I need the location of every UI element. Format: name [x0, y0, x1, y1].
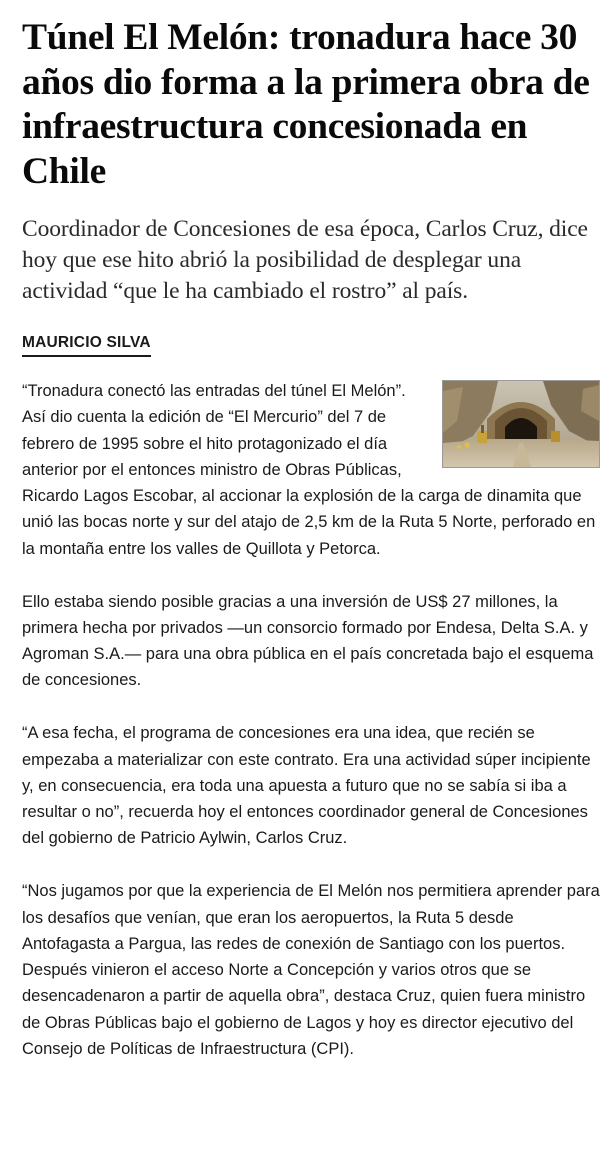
tunnel-construction-photo[interactable]	[442, 380, 600, 468]
paragraph-4: “Nos jugamos por que la experiencia de El Melón nos permitiera aprender para los desafíos que venían, que eran los aeropuertos, la Ruta 5 desde Antofagasta a Pargua, las redes de conexión de Santiago con los puertos. Después vinieron el acceso Norte a Concepción y varios otros que se desencadenaron a partir de aquella obra”, destaca Cruz, quien fuera ministro de Obras Públicas bajo el gobierno de Lagos y hoy es director ejecutivo del Consejo de Políticas de Infraestructura (CPI).	[22, 882, 600, 1059]
paragraph-3: “A esa fecha, el programa de concesiones era una idea, que recién se empezaba a materializar con este contrato. Era una actividad súper incipiente y, en consecuencia, era toda una apuesta a futuro que no se sabía si iba a resultar o no”, recuerda hoy el entonces coordinador general de Concesiones del gobierno de Patricio Aylwin, Carlos Cruz.	[22, 724, 591, 848]
article-headline: Túnel El Melón: tronadura hace 30 años dio forma a la primera obra de infraestructura concesionada en Chile	[22, 17, 590, 192]
author-byline[interactable]: MAURICIO SILVA	[22, 334, 151, 357]
paragraph-1: “Tronadura conectó las entradas del túnel El Melón”. Así dio cuenta la edición de “El Mercurio” del 7 de febrero de 1995 sobre el hito protagonizado el día anterior por el entonces ministro de Obras Públicas, Ricardo Lagos Escobar, al accionar la explosión de la carga de dinamita que unió las bocas norte y sur del atajo de 2,5 km de la Ruta 5 Norte, perforado en la montaña entre los valles de Quillota y Petorca.	[22, 382, 596, 558]
article-body	[22, 378, 600, 1062]
article	[22, 16, 600, 1089]
article-subheadline: Coordinador de Concesiones de esa época, Carlos Cruz, dice hoy que ese hito abrió la posibilidad de desplegar una actividad “que le ha cambiado el rostro” al país.	[22, 216, 588, 304]
paragraph-2: Ello estaba siendo posible gracias a una inversión de US$ 27 millones, la primera hecha por privados —un consorcio formado por Endesa, Delta S.A. y Agroman S.A.— para una obra pública en el país concretada bajo el esquema de concesiones.	[22, 592, 594, 690]
